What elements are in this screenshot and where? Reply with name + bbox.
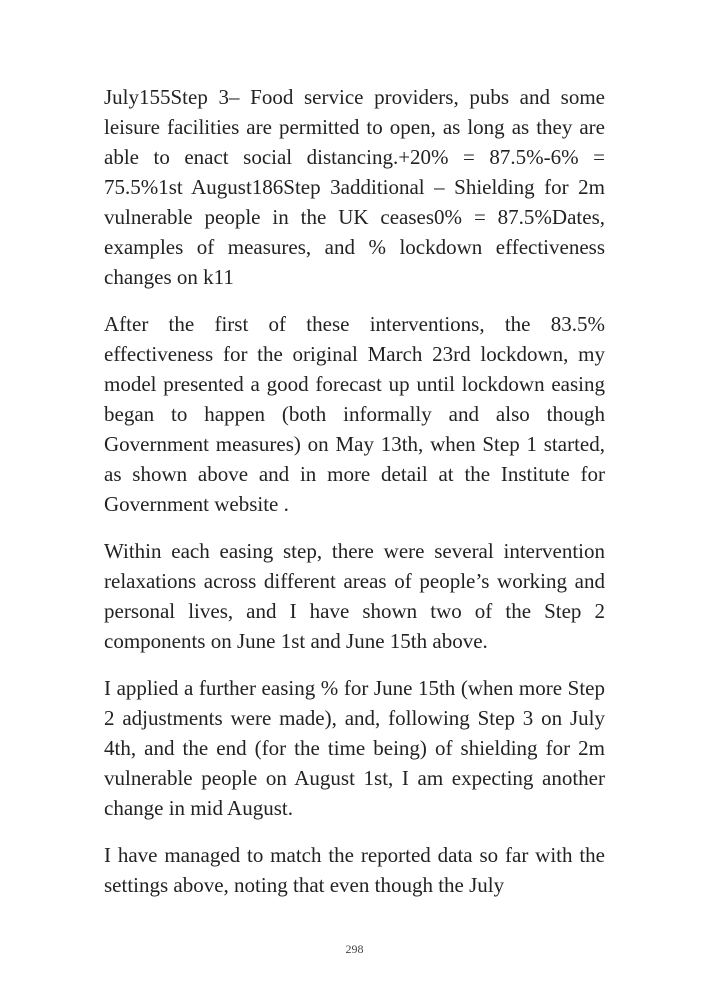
- paragraph-table-residue: July155Step 3– Food service providers, pubs and some leisure facilities are permitted to open, as long as they are able to enact social distancing.+20% = 87.5%-6% = 75.5%1st August186Step 3additional – Shielding for 2m vulnerable people in the UK ceases0% = 87.5%Dates, examples of measures, and % lockdown effectiveness changes on k11: [104, 85, 605, 289]
- paragraph-first-intervention: After the first of these interventions, the 83.5% effectiveness for the original March 23rd lockdown, my model presented a good forecast up until lockdown easing began to happen (both informally and also though Government measures) on May 13th, when Step 1 started, as shown above and in more detail at the Institute for Government website .: [104, 312, 605, 516]
- paragraph-easing-steps: Within each easing step, there were several intervention relaxations across different areas of people’s working and personal lives, and I have shown two of the Step 2 components on June 1st and June 15th above.: [104, 539, 605, 653]
- page-number: 298: [345, 942, 364, 956]
- paragraph-further-easing: I applied a further easing % for June 15th (when more Step 2 adjustments were made), and, following Step 3 on July 4th, and the end (for the time being) of shielding for 2m vulnerable people on August 1st, I am expecting another change in mid August.: [104, 676, 605, 820]
- body-text: [104, 82, 605, 917]
- paragraph-reported-data: I have managed to match the reported data so far with the settings above, noting that even though the July: [104, 843, 605, 897]
